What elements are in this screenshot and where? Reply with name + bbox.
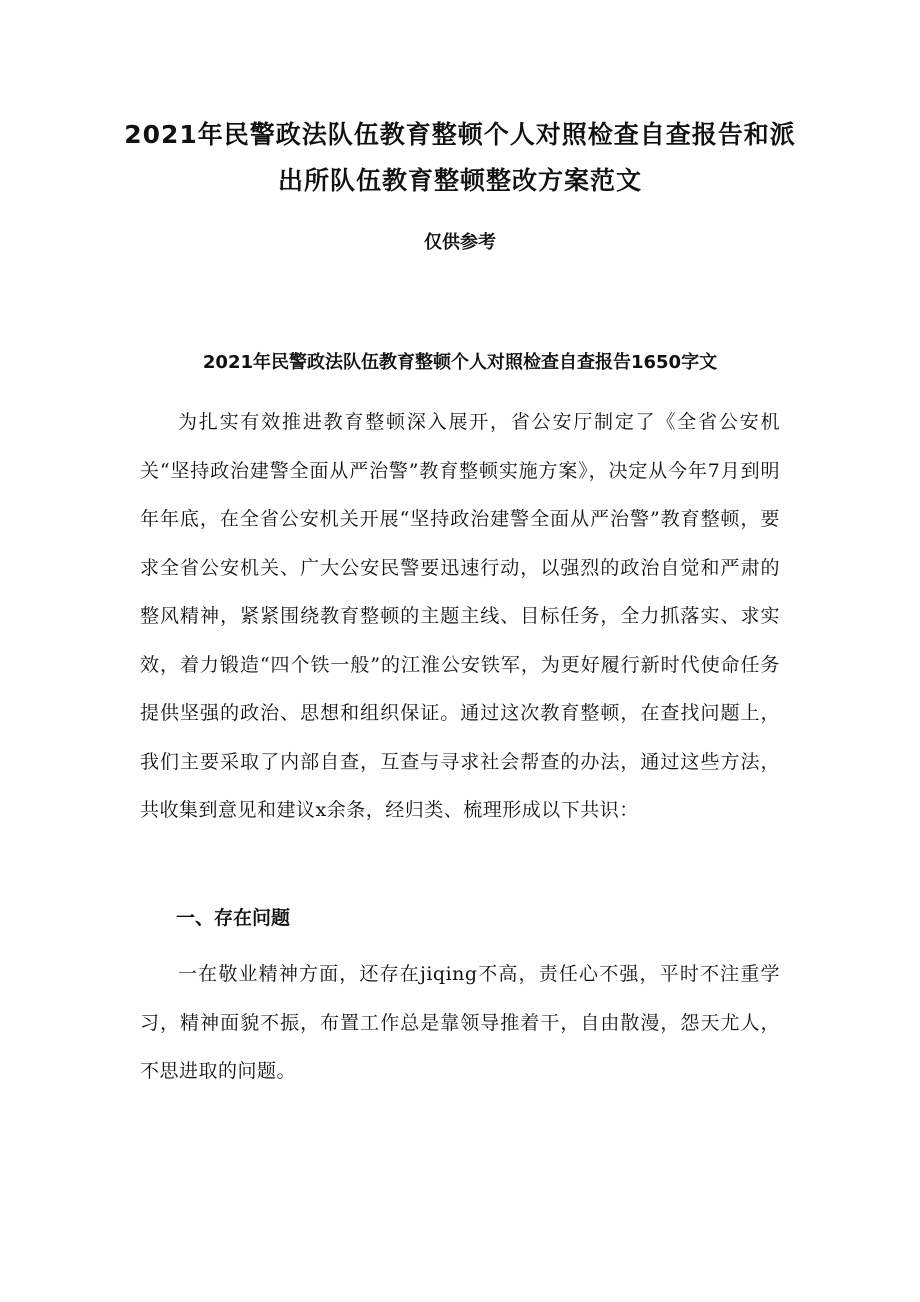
section-title: 2021年民警政法队伍教育整顿个人对照检查自查报告1650字文 xyxy=(202,352,718,373)
document-title: 2021年民警政法队伍教育整顿个人对照检查自查报告和派出所队伍教育整顿整改方案范文 xyxy=(124,120,796,195)
body-paragraph-dedication: 一在敬业精神方面，还存在jiqing不高，责任心不强，平时不注重学习，精神面貌不振，布置工作总是靠领导推着干，自由散漫，怨天尤人，不思进取的问题。 xyxy=(140,963,780,1082)
document-subtitle: 仅供参考 xyxy=(424,232,496,253)
body-paragraph-intro: 为扎实有效推进教育整顿深入展开，省公安厅制定了《全省公安机关“坚持政治建警全面从严治警”教育整顿实施方案》，决定从今年7月到明年年底，在全省公安机关开展“坚持政治建警全面从严治警”教育整顿，要求全省公安机关、广大公安民警要迅速行动，以强烈的政治自觉和严肃的整风精神，紧紧围绕教育整顿的主题主线、目标任务，全力抓落实、求实效，着力锻造“四个铁一般”的江淮公安铁军，为更好履行新时代使命任务提供坚强的政治、思想和组织保证。通过这次教育整顿，在查找问题上，我们主要采取了内部自查，互查与寻求社会帮查的办法，通过这些方法，共收集到意见和建议x余条，经归类、梳理形成以下共识： xyxy=(140,411,780,821)
section-heading-problems: 一、存在问题 xyxy=(176,907,291,929)
